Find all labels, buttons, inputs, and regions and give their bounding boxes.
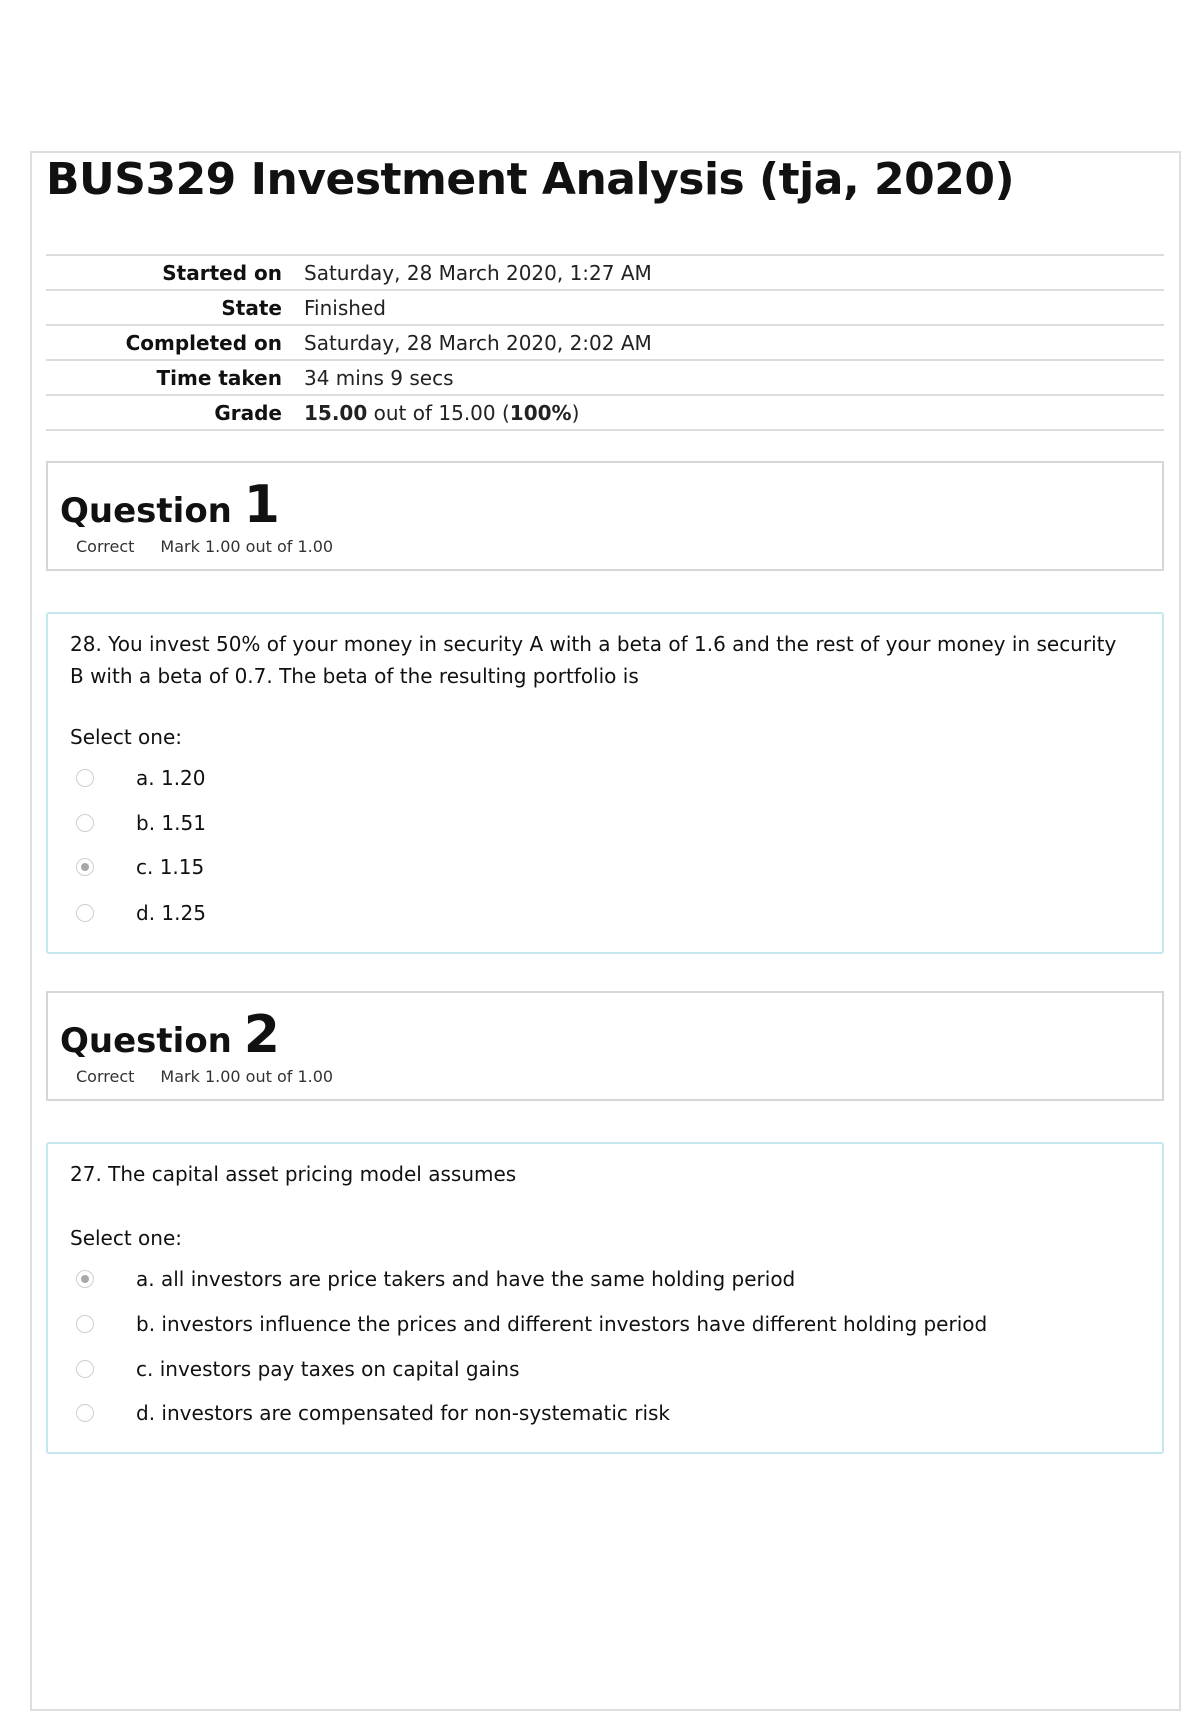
summary-row-started [46,255,1164,290]
grade-end: ) [571,400,580,425]
radio-button-selected[interactable] [76,1270,94,1288]
grade-percent: 100% [509,400,572,425]
question-word: Question [60,491,232,531]
question-mark: Mark 1.00 out of 1.00 [160,537,334,556]
question-2-info [46,991,1164,1101]
summary-value: 34 mins 9 secs [304,365,454,390]
summary-label: Time taken [156,365,282,390]
radio-button[interactable] [76,904,94,922]
summary-label: Completed on [125,330,282,355]
summary-row-state [46,290,1164,325]
option-label: d. 1.25 [136,901,206,925]
answer-option-c[interactable] [76,1354,520,1384]
answer-option-b[interactable] [76,808,206,838]
summary-value: Saturday, 28 March 2020, 2:02 AM [304,330,652,355]
question-text: 28. You invest 50% of your money in security A with a beta of 1.6 and the rest of your money in security B with a beta of 0.7. The beta of the resulting portfolio is [70,632,1117,688]
question-1-info [46,461,1164,571]
answer-option-a[interactable] [76,1264,795,1294]
question-heading [60,1005,280,1065]
radio-button[interactable] [76,1360,94,1378]
summary-value: Saturday, 28 March 2020, 1:27 AM [304,260,652,285]
question-number: 2 [243,1005,280,1065]
page-title: BUS329 Investment Analysis (tja, 2020) [46,154,1015,205]
answer-option-d[interactable] [76,1398,670,1428]
option-label: b. 1.51 [136,811,206,835]
summary-value: Finished [304,295,386,320]
radio-button[interactable] [76,1404,94,1422]
option-label: c. 1.15 [136,855,205,879]
question-text: 27. The capital asset pricing model assumes [70,1162,517,1186]
select-one-prompt: Select one: [70,1226,183,1250]
grade-mid: out of 15.00 ( [367,400,510,425]
question-2-content [46,1142,1164,1454]
summary-row-time-taken [46,360,1164,395]
grade-score: 15.00 [304,400,368,425]
radio-button[interactable] [76,769,94,787]
answer-option-d[interactable] [76,898,206,928]
select-one-prompt: Select one: [70,725,183,749]
question-status: Correct [76,537,135,556]
question-heading [60,475,280,535]
question-number: 1 [243,475,280,535]
question-meta [76,1067,333,1086]
question-status: Correct [76,1067,135,1086]
summary-row-completed [46,325,1164,360]
radio-button[interactable] [76,814,94,832]
radio-button-selected[interactable] [76,858,94,876]
answer-option-c[interactable] [76,852,204,882]
option-label: a. 1.20 [136,766,206,790]
summary-label: Started on [162,260,282,285]
question-mark: Mark 1.00 out of 1.00 [160,1067,334,1086]
option-label: a. all investors are price takers and have the same holding period [136,1267,796,1291]
answer-option-b[interactable] [76,1309,987,1339]
question-word: Question [60,1021,232,1061]
summary-label: Grade [214,400,282,425]
summary-label: State [221,295,282,320]
answer-option-a[interactable] [76,763,206,793]
radio-button[interactable] [76,1315,94,1333]
attempt-summary-table [46,254,1164,431]
question-1-content [46,612,1164,954]
option-label: c. investors pay taxes on capital gains [136,1357,520,1381]
summary-row-grade [46,395,1164,430]
grade-value [296,395,1164,430]
option-label: d. investors are compensated for non-systematic risk [136,1401,671,1425]
question-meta [76,537,333,556]
option-label: b. investors influence the prices and different investors have different holding period [136,1312,988,1336]
